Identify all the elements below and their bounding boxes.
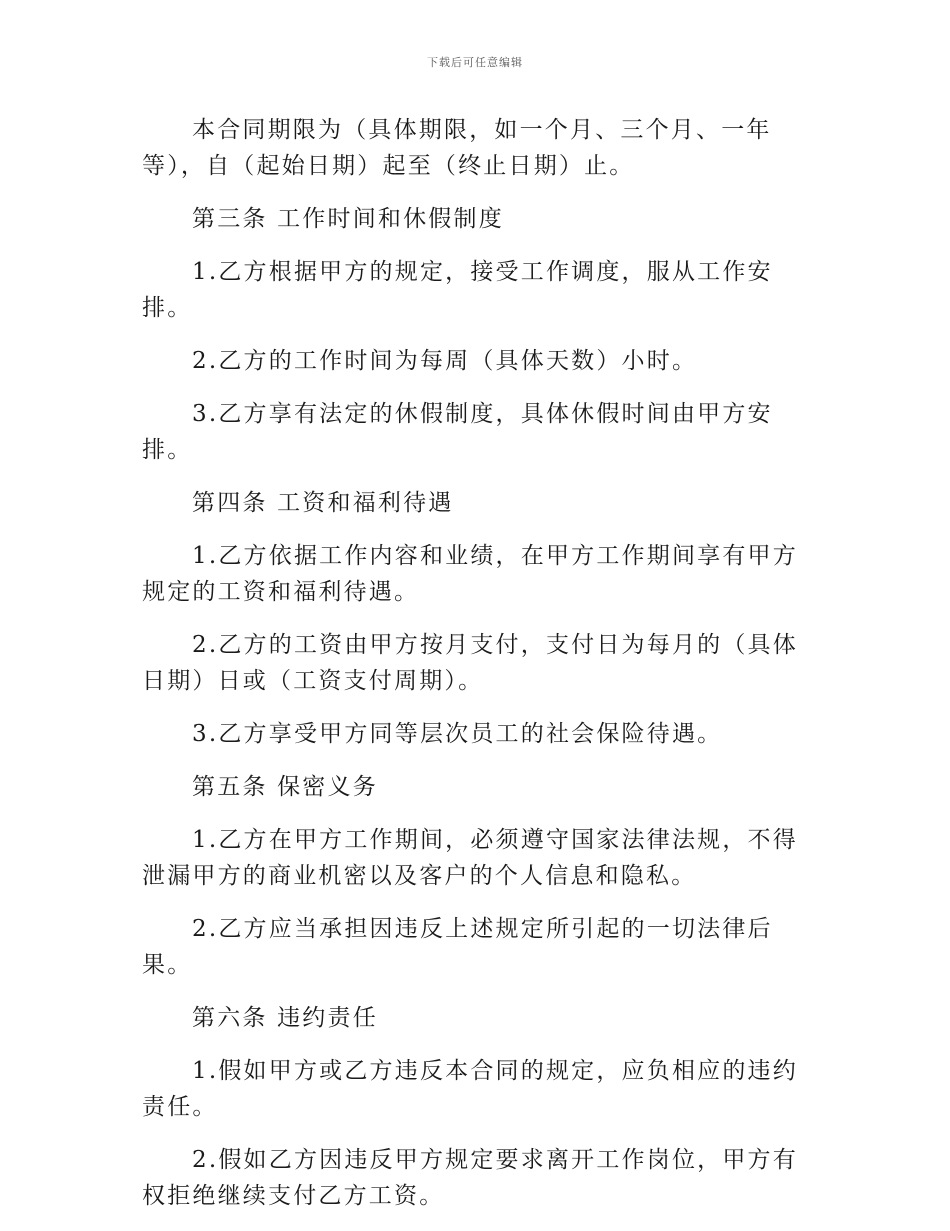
article-3-item-1: 1.乙方根据甲方的规定，接受工作调度，服从工作安排。 — [142, 259, 773, 321]
article-5-item-2: 2.乙方应当承担因违反上述规定所引起的一切法律后果。 — [142, 916, 773, 978]
section-heading-article-4: 第四条 工资和福利待遇 — [192, 490, 454, 516]
article-3-item-3: 3.乙方享有法定的休假制度，具体休假时间由甲方安排。 — [142, 401, 773, 463]
article-6-item-1: 1.假如甲方或乙方违反本合同的规定，应负相应的违约责任。 — [142, 1058, 798, 1120]
page-header: 下载后可任意编辑 — [427, 56, 523, 69]
article-3-item-2: 2.乙方的工作时间为每周（具体天数）小时。 — [192, 348, 698, 374]
section-heading-article-5: 第五条 保密义务 — [192, 774, 378, 800]
article-6-item-2: 2.假如乙方因违反甲方规定要求离开工作岗位，甲方有权拒绝继续支付乙方工资。 — [142, 1147, 798, 1209]
section-heading-article-6: 第六条 违约责任 — [192, 1005, 378, 1031]
contract-term-paragraph: 本合同期限为（具体期限，如一个月、三个月、一年等），自（起始日期）起至（终止日期）止。 — [142, 117, 772, 179]
document-body — [142, 112, 810, 1231]
section-heading-article-3: 第三条 工作时间和休假制度 — [192, 206, 504, 232]
article-4-item-3: 3.乙方享受甲方同等层次员工的社会保险待遇。 — [192, 721, 723, 747]
article-4-item-1: 1.乙方依据工作内容和业绩，在甲方工作期间享有甲方规定的工资和福利待遇。 — [142, 543, 798, 605]
article-5-item-1: 1.乙方在甲方工作期间，必须遵守国家法律法规，不得泄漏甲方的商业机密以及客户的个人信息和隐私。 — [142, 827, 798, 889]
article-4-item-2: 2.乙方的工资由甲方按月支付，支付日为每月的（具体日期）日或（工资支付周期）。 — [142, 632, 798, 694]
